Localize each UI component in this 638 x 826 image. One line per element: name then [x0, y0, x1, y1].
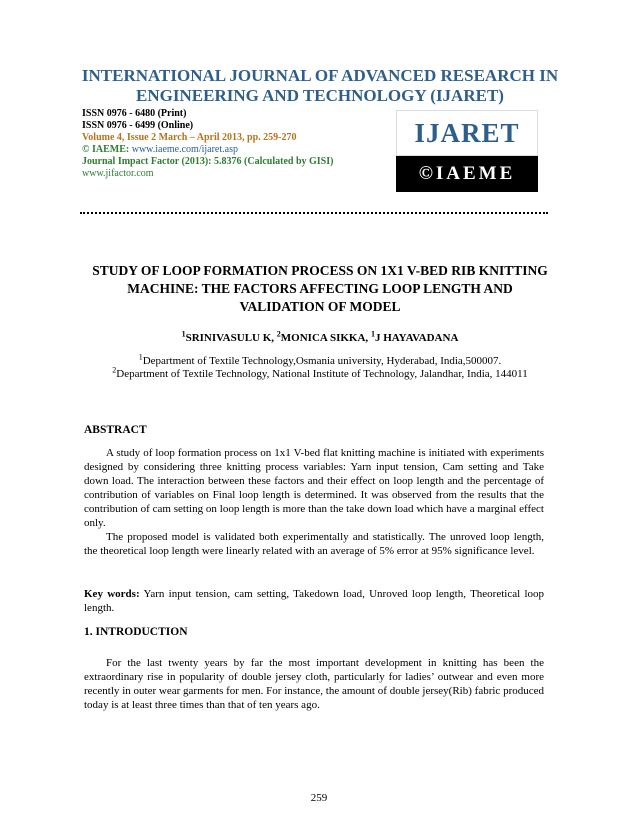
iaeme-website-line — [82, 144, 238, 156]
abstract-body — [84, 446, 544, 558]
affiliation-2-sup: 2 — [112, 365, 117, 375]
header-divider — [80, 212, 548, 214]
introduction-paragraph: For the last twenty years by far the most important development in knitting has been the extraordinary rise in popularity of double jersey cloth, particularly for ladies’ outwear and even more recently in outer wear garments for men. For instance, the amount of double jersey(Rib) fabric produced today is at least three times than that of ten years ago. — [84, 657, 544, 711]
copyright-iaeme: © IAEME — [82, 144, 126, 155]
affiliation-1-text: Department of Textile Technology,Osmania university, Hyderabad, India,500007. — [142, 355, 502, 367]
iaeme-website-link[interactable]: www.iaeme.com/ijaret.asp — [131, 144, 238, 155]
ijaret-logo: IJARET — [396, 110, 538, 156]
abstract-heading: ABSTRACT — [84, 424, 147, 436]
author-3-sup: 1 — [370, 329, 375, 339]
affiliation-2-text: Department of Textile Technology, National Institute of Technology, Jalandhar, India, 144011 — [116, 368, 528, 380]
issn-print: ISSN 0976 - 6480 (Print) — [82, 108, 187, 119]
abstract-paragraph-1: A study of loop formation process on 1x1 V-bed flat knitting machine is initiated with experiments designed by considering three knitting process variables: Yarn input tension, Cam setting and Take down load. The interaction between these factors and their effect on loop length and the percentage of contribution of variables on Final loop length is determined. It was observed from the results that the contribution of cam setting on loop length is more than the take down load which have a marginal effect only. — [84, 447, 544, 529]
page-number: 259 — [310, 792, 328, 804]
keywords-text: Yarn input tension, cam setting, Takedown load, Unroved loop length, Theoretical loop length. — [84, 588, 544, 614]
iaeme-logo-band: ©IAEME — [396, 156, 538, 192]
jifactor-link[interactable]: www.jifactor.com — [82, 168, 154, 179]
volume-info: Volume 4, Issue 2 March – April 2013, pp. 259-270 — [82, 132, 297, 143]
author-2-sup: 2 — [276, 329, 281, 339]
author-3: J HAYAVADANA — [374, 332, 459, 344]
impact-factor: Journal Impact Factor (2013): 5.8376 (Calculated by GISI) — [82, 156, 334, 167]
jifactor-line — [82, 168, 154, 180]
abstract-paragraph-2: The proposed model is validated both experimentally and statistically. The unroved loop length, the theoretical loop length were linearly related with an average of 5% error at 95% significance level. — [84, 531, 544, 557]
introduction-heading: 1. INTRODUCTION — [84, 626, 188, 638]
issn-online: ISSN 0976 - 6499 (Online) — [82, 120, 194, 131]
affiliation-1-sup: 1 — [138, 352, 143, 362]
introduction-body — [84, 656, 544, 712]
journal-title: INTERNATIONAL JOURNAL OF ADVANCED RESEARCH IN ENGINEERING AND TECHNOLOGY (IJARET) — [81, 66, 559, 105]
author-list — [86, 329, 554, 344]
author-1-sup: 1 — [181, 329, 186, 339]
paper-title: STUDY OF LOOP FORMATION PROCESS ON 1X1 V-BED RIB KNITTING MACHINE: THE FACTORS AFFECTING LOOP LENGTH AND VALIDATION OF MODEL — [92, 263, 548, 314]
author-1: SRINIVASULU K, — [185, 332, 277, 344]
author-2: MONICA SIKKA, — [280, 332, 371, 344]
keywords — [84, 587, 544, 615]
keywords-label: Key words: — [84, 588, 140, 600]
copyright-separator: : — [125, 144, 132, 155]
affiliation-2 — [86, 367, 554, 381]
affiliation-1 — [86, 354, 554, 368]
